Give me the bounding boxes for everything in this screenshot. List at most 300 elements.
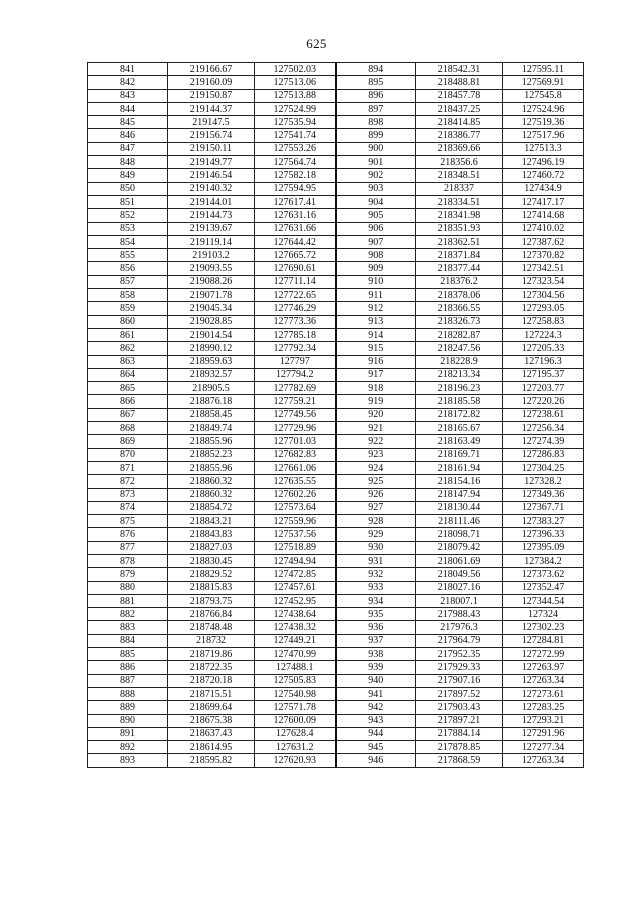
point-number-cell: 919 — [336, 395, 416, 408]
table-row — [88, 408, 584, 421]
x-coordinate-cell: 218990.12 — [168, 342, 255, 355]
point-number-cell: 897 — [336, 102, 416, 115]
x-coordinate-cell: 218675.38 — [168, 714, 255, 727]
x-coordinate-cell: 218843.21 — [168, 515, 255, 528]
y-coordinate-cell: 127582.18 — [255, 169, 336, 182]
x-coordinate-cell: 218165.67 — [416, 422, 503, 435]
x-coordinate-cell: 218959.63 — [168, 355, 255, 368]
table-row — [88, 275, 584, 288]
table-row — [88, 475, 584, 488]
y-coordinate-cell: 127460.72 — [503, 169, 584, 182]
point-number-cell: 879 — [88, 568, 168, 581]
point-number-cell: 928 — [336, 515, 416, 528]
point-number-cell: 925 — [336, 475, 416, 488]
y-coordinate-cell: 127434.9 — [503, 182, 584, 195]
y-coordinate-cell: 127701.03 — [255, 435, 336, 448]
y-coordinate-cell: 127773.36 — [255, 315, 336, 328]
y-coordinate-cell: 127196.3 — [503, 355, 584, 368]
x-coordinate-cell: 218007.1 — [416, 594, 503, 607]
point-number-cell: 936 — [336, 621, 416, 634]
point-number-cell: 945 — [336, 741, 416, 754]
y-coordinate-cell: 127628.4 — [255, 727, 336, 740]
y-coordinate-cell: 127569.91 — [503, 76, 584, 89]
point-number-cell: 891 — [88, 727, 168, 740]
point-number-cell: 874 — [88, 501, 168, 514]
point-number-cell: 912 — [336, 302, 416, 315]
y-coordinate-cell: 127438.32 — [255, 621, 336, 634]
point-number-cell: 876 — [88, 528, 168, 541]
x-coordinate-cell: 218326.73 — [416, 315, 503, 328]
x-coordinate-cell: 218595.82 — [168, 754, 255, 767]
x-coordinate-cell: 218337 — [416, 182, 503, 195]
point-number-cell: 875 — [88, 515, 168, 528]
y-coordinate-cell: 127505.83 — [255, 674, 336, 687]
x-coordinate-cell: 218715.51 — [168, 687, 255, 700]
y-coordinate-cell: 127342.51 — [503, 262, 584, 275]
y-coordinate-cell: 127452.95 — [255, 594, 336, 607]
page-number: 625 — [306, 36, 327, 51]
y-coordinate-cell: 127367.71 — [503, 501, 584, 514]
table-row — [88, 754, 584, 767]
table-row — [88, 169, 584, 182]
x-coordinate-cell: 218111.46 — [416, 515, 503, 528]
x-coordinate-cell: 219103.2 — [168, 249, 255, 262]
table-row — [88, 461, 584, 474]
y-coordinate-cell: 127729.96 — [255, 422, 336, 435]
y-coordinate-cell: 127387.62 — [503, 235, 584, 248]
point-number-cell: 883 — [88, 621, 168, 634]
x-coordinate-cell: 218386.77 — [416, 129, 503, 142]
y-coordinate-cell: 127410.02 — [503, 222, 584, 235]
x-coordinate-cell: 219045.34 — [168, 302, 255, 315]
table-row — [88, 674, 584, 687]
point-number-cell: 853 — [88, 222, 168, 235]
y-coordinate-cell: 127238.61 — [503, 408, 584, 421]
y-coordinate-cell: 127258.83 — [503, 315, 584, 328]
y-coordinate-cell: 127513.88 — [255, 89, 336, 102]
point-number-cell: 886 — [88, 661, 168, 674]
y-coordinate-cell: 127449.21 — [255, 634, 336, 647]
x-coordinate-cell: 217897.52 — [416, 687, 503, 700]
point-number-cell: 941 — [336, 687, 416, 700]
x-coordinate-cell: 219147.5 — [168, 116, 255, 129]
point-number-cell: 884 — [88, 634, 168, 647]
point-number-cell: 854 — [88, 235, 168, 248]
table-row — [88, 129, 584, 142]
x-coordinate-cell: 218748.48 — [168, 621, 255, 634]
point-number-cell: 858 — [88, 289, 168, 302]
point-number-cell: 866 — [88, 395, 168, 408]
x-coordinate-cell: 219093.55 — [168, 262, 255, 275]
y-coordinate-cell: 127782.69 — [255, 382, 336, 395]
point-number-cell: 845 — [88, 116, 168, 129]
y-coordinate-cell: 127535.94 — [255, 116, 336, 129]
y-coordinate-cell: 127291.96 — [503, 727, 584, 740]
x-coordinate-cell: 218542.31 — [416, 63, 503, 76]
y-coordinate-cell: 127472.85 — [255, 568, 336, 581]
table-row — [88, 594, 584, 607]
y-coordinate-cell: 127256.34 — [503, 422, 584, 435]
coordinates-table — [87, 62, 584, 768]
x-coordinate-cell: 218457.78 — [416, 89, 503, 102]
table-row — [88, 315, 584, 328]
y-coordinate-cell: 127328.2 — [503, 475, 584, 488]
y-coordinate-cell: 127263.34 — [503, 754, 584, 767]
point-number-cell: 844 — [88, 102, 168, 115]
x-coordinate-cell: 218377.44 — [416, 262, 503, 275]
point-number-cell: 864 — [88, 368, 168, 381]
y-coordinate-cell: 127488.1 — [255, 661, 336, 674]
y-coordinate-cell: 127396.33 — [503, 528, 584, 541]
point-number-cell: 914 — [336, 328, 416, 341]
table-row — [88, 76, 584, 89]
y-coordinate-cell: 127545.8 — [503, 89, 584, 102]
x-coordinate-cell: 219144.73 — [168, 209, 255, 222]
table-row — [88, 395, 584, 408]
point-number-cell: 867 — [88, 408, 168, 421]
y-coordinate-cell: 127537.56 — [255, 528, 336, 541]
x-coordinate-cell: 219160.09 — [168, 76, 255, 89]
y-coordinate-cell: 127277.34 — [503, 741, 584, 754]
x-coordinate-cell: 219139.67 — [168, 222, 255, 235]
point-number-cell: 860 — [88, 315, 168, 328]
y-coordinate-cell: 127571.78 — [255, 701, 336, 714]
point-number-cell: 890 — [88, 714, 168, 727]
table-row — [88, 687, 584, 700]
point-number-cell: 940 — [336, 674, 416, 687]
x-coordinate-cell: 218213.34 — [416, 368, 503, 381]
table-row — [88, 116, 584, 129]
point-number-cell: 848 — [88, 156, 168, 169]
y-coordinate-cell: 127595.11 — [503, 63, 584, 76]
table-row — [88, 621, 584, 634]
table-row — [88, 541, 584, 554]
y-coordinate-cell: 127553.26 — [255, 142, 336, 155]
x-coordinate-cell: 218815.83 — [168, 581, 255, 594]
point-number-cell: 915 — [336, 342, 416, 355]
y-coordinate-cell: 127749.56 — [255, 408, 336, 421]
point-number-cell: 900 — [336, 142, 416, 155]
table-row — [88, 701, 584, 714]
table-row — [88, 634, 584, 647]
point-number-cell: 931 — [336, 554, 416, 567]
x-coordinate-cell: 218855.96 — [168, 435, 255, 448]
y-coordinate-cell: 127665.72 — [255, 249, 336, 262]
y-coordinate-cell: 127470.99 — [255, 648, 336, 661]
y-coordinate-cell: 127797 — [255, 355, 336, 368]
point-number-cell: 896 — [336, 89, 416, 102]
y-coordinate-cell: 127559.96 — [255, 515, 336, 528]
point-number-cell: 855 — [88, 249, 168, 262]
x-coordinate-cell: 219166.67 — [168, 63, 255, 76]
y-coordinate-cell: 127293.05 — [503, 302, 584, 315]
point-number-cell: 863 — [88, 355, 168, 368]
point-number-cell: 934 — [336, 594, 416, 607]
table-row — [88, 382, 584, 395]
point-number-cell: 906 — [336, 222, 416, 235]
point-number-cell: 899 — [336, 129, 416, 142]
x-coordinate-cell: 218371.84 — [416, 249, 503, 262]
table-row — [88, 222, 584, 235]
y-coordinate-cell: 127600.09 — [255, 714, 336, 727]
table-row — [88, 501, 584, 514]
y-coordinate-cell: 127631.16 — [255, 209, 336, 222]
point-number-cell: 887 — [88, 674, 168, 687]
y-coordinate-cell: 127631.66 — [255, 222, 336, 235]
point-number-cell: 904 — [336, 195, 416, 208]
y-coordinate-cell: 127513.06 — [255, 76, 336, 89]
x-coordinate-cell: 217884.14 — [416, 727, 503, 740]
y-coordinate-cell: 127220.26 — [503, 395, 584, 408]
y-coordinate-cell: 127785.18 — [255, 328, 336, 341]
x-coordinate-cell: 219071.78 — [168, 289, 255, 302]
x-coordinate-cell: 218876.18 — [168, 395, 255, 408]
y-coordinate-cell: 127541.74 — [255, 129, 336, 142]
x-coordinate-cell: 218614.95 — [168, 741, 255, 754]
y-coordinate-cell: 127573.64 — [255, 501, 336, 514]
table-row — [88, 661, 584, 674]
point-number-cell: 933 — [336, 581, 416, 594]
x-coordinate-cell: 218855.96 — [168, 461, 255, 474]
point-number-cell: 937 — [336, 634, 416, 647]
point-number-cell: 889 — [88, 701, 168, 714]
table-row — [88, 554, 584, 567]
x-coordinate-cell: 217878.85 — [416, 741, 503, 754]
y-coordinate-cell: 127414.68 — [503, 209, 584, 222]
x-coordinate-cell: 218356.6 — [416, 156, 503, 169]
point-number-cell: 888 — [88, 687, 168, 700]
y-coordinate-cell: 127272.99 — [503, 648, 584, 661]
point-number-cell: 911 — [336, 289, 416, 302]
y-coordinate-cell: 127759.21 — [255, 395, 336, 408]
point-number-cell: 877 — [88, 541, 168, 554]
x-coordinate-cell: 219144.37 — [168, 102, 255, 115]
table-row — [88, 581, 584, 594]
y-coordinate-cell: 127564.74 — [255, 156, 336, 169]
x-coordinate-cell: 219150.87 — [168, 89, 255, 102]
y-coordinate-cell: 127602.26 — [255, 488, 336, 501]
y-coordinate-cell: 127273.61 — [503, 687, 584, 700]
x-coordinate-cell: 218829.52 — [168, 568, 255, 581]
y-coordinate-cell: 127384.2 — [503, 554, 584, 567]
x-coordinate-cell: 219140.32 — [168, 182, 255, 195]
y-coordinate-cell: 127203.77 — [503, 382, 584, 395]
y-coordinate-cell: 127304.25 — [503, 461, 584, 474]
x-coordinate-cell: 218169.71 — [416, 448, 503, 461]
point-number-cell: 944 — [336, 727, 416, 740]
point-number-cell: 909 — [336, 262, 416, 275]
y-coordinate-cell: 127224.3 — [503, 328, 584, 341]
x-coordinate-cell: 218341.98 — [416, 209, 503, 222]
point-number-cell: 894 — [336, 63, 416, 76]
x-coordinate-cell: 218860.32 — [168, 475, 255, 488]
x-coordinate-cell: 218228.9 — [416, 355, 503, 368]
table-row — [88, 302, 584, 315]
table-row — [88, 289, 584, 302]
x-coordinate-cell: 218488.81 — [416, 76, 503, 89]
point-number-cell: 861 — [88, 328, 168, 341]
point-number-cell: 943 — [336, 714, 416, 727]
table-row — [88, 342, 584, 355]
y-coordinate-cell: 127304.56 — [503, 289, 584, 302]
y-coordinate-cell: 127644.42 — [255, 235, 336, 248]
point-number-cell: 842 — [88, 76, 168, 89]
x-coordinate-cell: 218860.32 — [168, 488, 255, 501]
table-row — [88, 262, 584, 275]
table-row — [88, 195, 584, 208]
table-row — [88, 435, 584, 448]
table-row — [88, 727, 584, 740]
x-coordinate-cell: 218766.84 — [168, 608, 255, 621]
point-number-cell: 942 — [336, 701, 416, 714]
point-number-cell: 939 — [336, 661, 416, 674]
point-number-cell: 872 — [88, 475, 168, 488]
x-coordinate-cell: 218699.64 — [168, 701, 255, 714]
x-coordinate-cell: 218830.45 — [168, 554, 255, 567]
table-row — [88, 741, 584, 754]
point-number-cell: 913 — [336, 315, 416, 328]
y-coordinate-cell: 127283.25 — [503, 701, 584, 714]
x-coordinate-cell: 219088.26 — [168, 275, 255, 288]
point-number-cell: 921 — [336, 422, 416, 435]
table-row — [88, 249, 584, 262]
x-coordinate-cell: 218049.56 — [416, 568, 503, 581]
table-row — [88, 235, 584, 248]
x-coordinate-cell: 218348.51 — [416, 169, 503, 182]
x-coordinate-cell: 219028.85 — [168, 315, 255, 328]
x-coordinate-cell: 218282.87 — [416, 328, 503, 341]
y-coordinate-cell: 127540.98 — [255, 687, 336, 700]
point-number-cell: 923 — [336, 448, 416, 461]
table-row — [88, 714, 584, 727]
point-number-cell: 932 — [336, 568, 416, 581]
y-coordinate-cell: 127494.94 — [255, 554, 336, 567]
y-coordinate-cell: 127661.06 — [255, 461, 336, 474]
point-number-cell: 865 — [88, 382, 168, 395]
point-number-cell: 924 — [336, 461, 416, 474]
x-coordinate-cell: 219119.14 — [168, 235, 255, 248]
point-number-cell: 850 — [88, 182, 168, 195]
point-number-cell: 846 — [88, 129, 168, 142]
x-coordinate-cell: 217964.79 — [416, 634, 503, 647]
table-row — [88, 63, 584, 76]
point-number-cell: 843 — [88, 89, 168, 102]
x-coordinate-cell: 217988.43 — [416, 608, 503, 621]
table-row — [88, 515, 584, 528]
point-number-cell: 927 — [336, 501, 416, 514]
point-number-cell: 898 — [336, 116, 416, 129]
table-row — [88, 608, 584, 621]
point-number-cell: 880 — [88, 581, 168, 594]
y-coordinate-cell: 127395.09 — [503, 541, 584, 554]
y-coordinate-cell: 127517.96 — [503, 129, 584, 142]
point-number-cell: 918 — [336, 382, 416, 395]
table-row — [88, 368, 584, 381]
x-coordinate-cell: 218154.16 — [416, 475, 503, 488]
x-coordinate-cell: 218437.25 — [416, 102, 503, 115]
x-coordinate-cell: 219144.01 — [168, 195, 255, 208]
table-row — [88, 328, 584, 341]
point-number-cell: 901 — [336, 156, 416, 169]
x-coordinate-cell: 218079.42 — [416, 541, 503, 554]
x-coordinate-cell: 217929.33 — [416, 661, 503, 674]
y-coordinate-cell: 127373.62 — [503, 568, 584, 581]
x-coordinate-cell: 218185.58 — [416, 395, 503, 408]
x-coordinate-cell: 217868.59 — [416, 754, 503, 767]
table-row — [88, 648, 584, 661]
x-coordinate-cell: 218147.94 — [416, 488, 503, 501]
point-number-cell: 859 — [88, 302, 168, 315]
y-coordinate-cell: 127205.33 — [503, 342, 584, 355]
x-coordinate-cell: 218351.93 — [416, 222, 503, 235]
point-number-cell: 902 — [336, 169, 416, 182]
y-coordinate-cell: 127324 — [503, 608, 584, 621]
x-coordinate-cell: 218369.66 — [416, 142, 503, 155]
x-coordinate-cell: 218161.94 — [416, 461, 503, 474]
x-coordinate-cell: 218196.23 — [416, 382, 503, 395]
y-coordinate-cell: 127352.47 — [503, 581, 584, 594]
point-number-cell: 873 — [88, 488, 168, 501]
table-row — [88, 488, 584, 501]
table-row — [88, 528, 584, 541]
y-coordinate-cell: 127617.41 — [255, 195, 336, 208]
y-coordinate-cell: 127594.95 — [255, 182, 336, 195]
point-number-cell: 870 — [88, 448, 168, 461]
x-coordinate-cell: 217903.43 — [416, 701, 503, 714]
point-number-cell: 930 — [336, 541, 416, 554]
x-coordinate-cell: 219014.54 — [168, 328, 255, 341]
point-number-cell: 920 — [336, 408, 416, 421]
point-number-cell: 910 — [336, 275, 416, 288]
y-coordinate-cell: 127722.65 — [255, 289, 336, 302]
y-coordinate-cell: 127383.27 — [503, 515, 584, 528]
point-number-cell: 905 — [336, 209, 416, 222]
x-coordinate-cell: 218722.35 — [168, 661, 255, 674]
x-coordinate-cell: 219149.77 — [168, 156, 255, 169]
x-coordinate-cell: 217976.3 — [416, 621, 503, 634]
x-coordinate-cell: 218130.44 — [416, 501, 503, 514]
y-coordinate-cell: 127263.97 — [503, 661, 584, 674]
x-coordinate-cell: 218366.55 — [416, 302, 503, 315]
y-coordinate-cell: 127293.21 — [503, 714, 584, 727]
point-number-cell: 856 — [88, 262, 168, 275]
point-number-cell: 903 — [336, 182, 416, 195]
x-coordinate-cell: 219156.74 — [168, 129, 255, 142]
y-coordinate-cell: 127370.82 — [503, 249, 584, 262]
x-coordinate-cell: 218362.51 — [416, 235, 503, 248]
x-coordinate-cell: 218637.43 — [168, 727, 255, 740]
y-coordinate-cell: 127524.96 — [503, 102, 584, 115]
x-coordinate-cell: 218932.57 — [168, 368, 255, 381]
y-coordinate-cell: 127631.2 — [255, 741, 336, 754]
table-row — [88, 448, 584, 461]
y-coordinate-cell: 127284.81 — [503, 634, 584, 647]
point-number-cell: 908 — [336, 249, 416, 262]
table-row — [88, 156, 584, 169]
x-coordinate-cell: 218376.2 — [416, 275, 503, 288]
coordinates-table-body — [88, 63, 584, 768]
point-number-cell: 935 — [336, 608, 416, 621]
y-coordinate-cell: 127502.03 — [255, 63, 336, 76]
y-coordinate-cell: 127274.39 — [503, 435, 584, 448]
y-coordinate-cell: 127349.36 — [503, 488, 584, 501]
x-coordinate-cell: 218378.06 — [416, 289, 503, 302]
y-coordinate-cell: 127496.19 — [503, 156, 584, 169]
x-coordinate-cell: 218905.5 — [168, 382, 255, 395]
point-number-cell: 885 — [88, 648, 168, 661]
x-coordinate-cell: 218172.82 — [416, 408, 503, 421]
x-coordinate-cell: 218061.69 — [416, 554, 503, 567]
